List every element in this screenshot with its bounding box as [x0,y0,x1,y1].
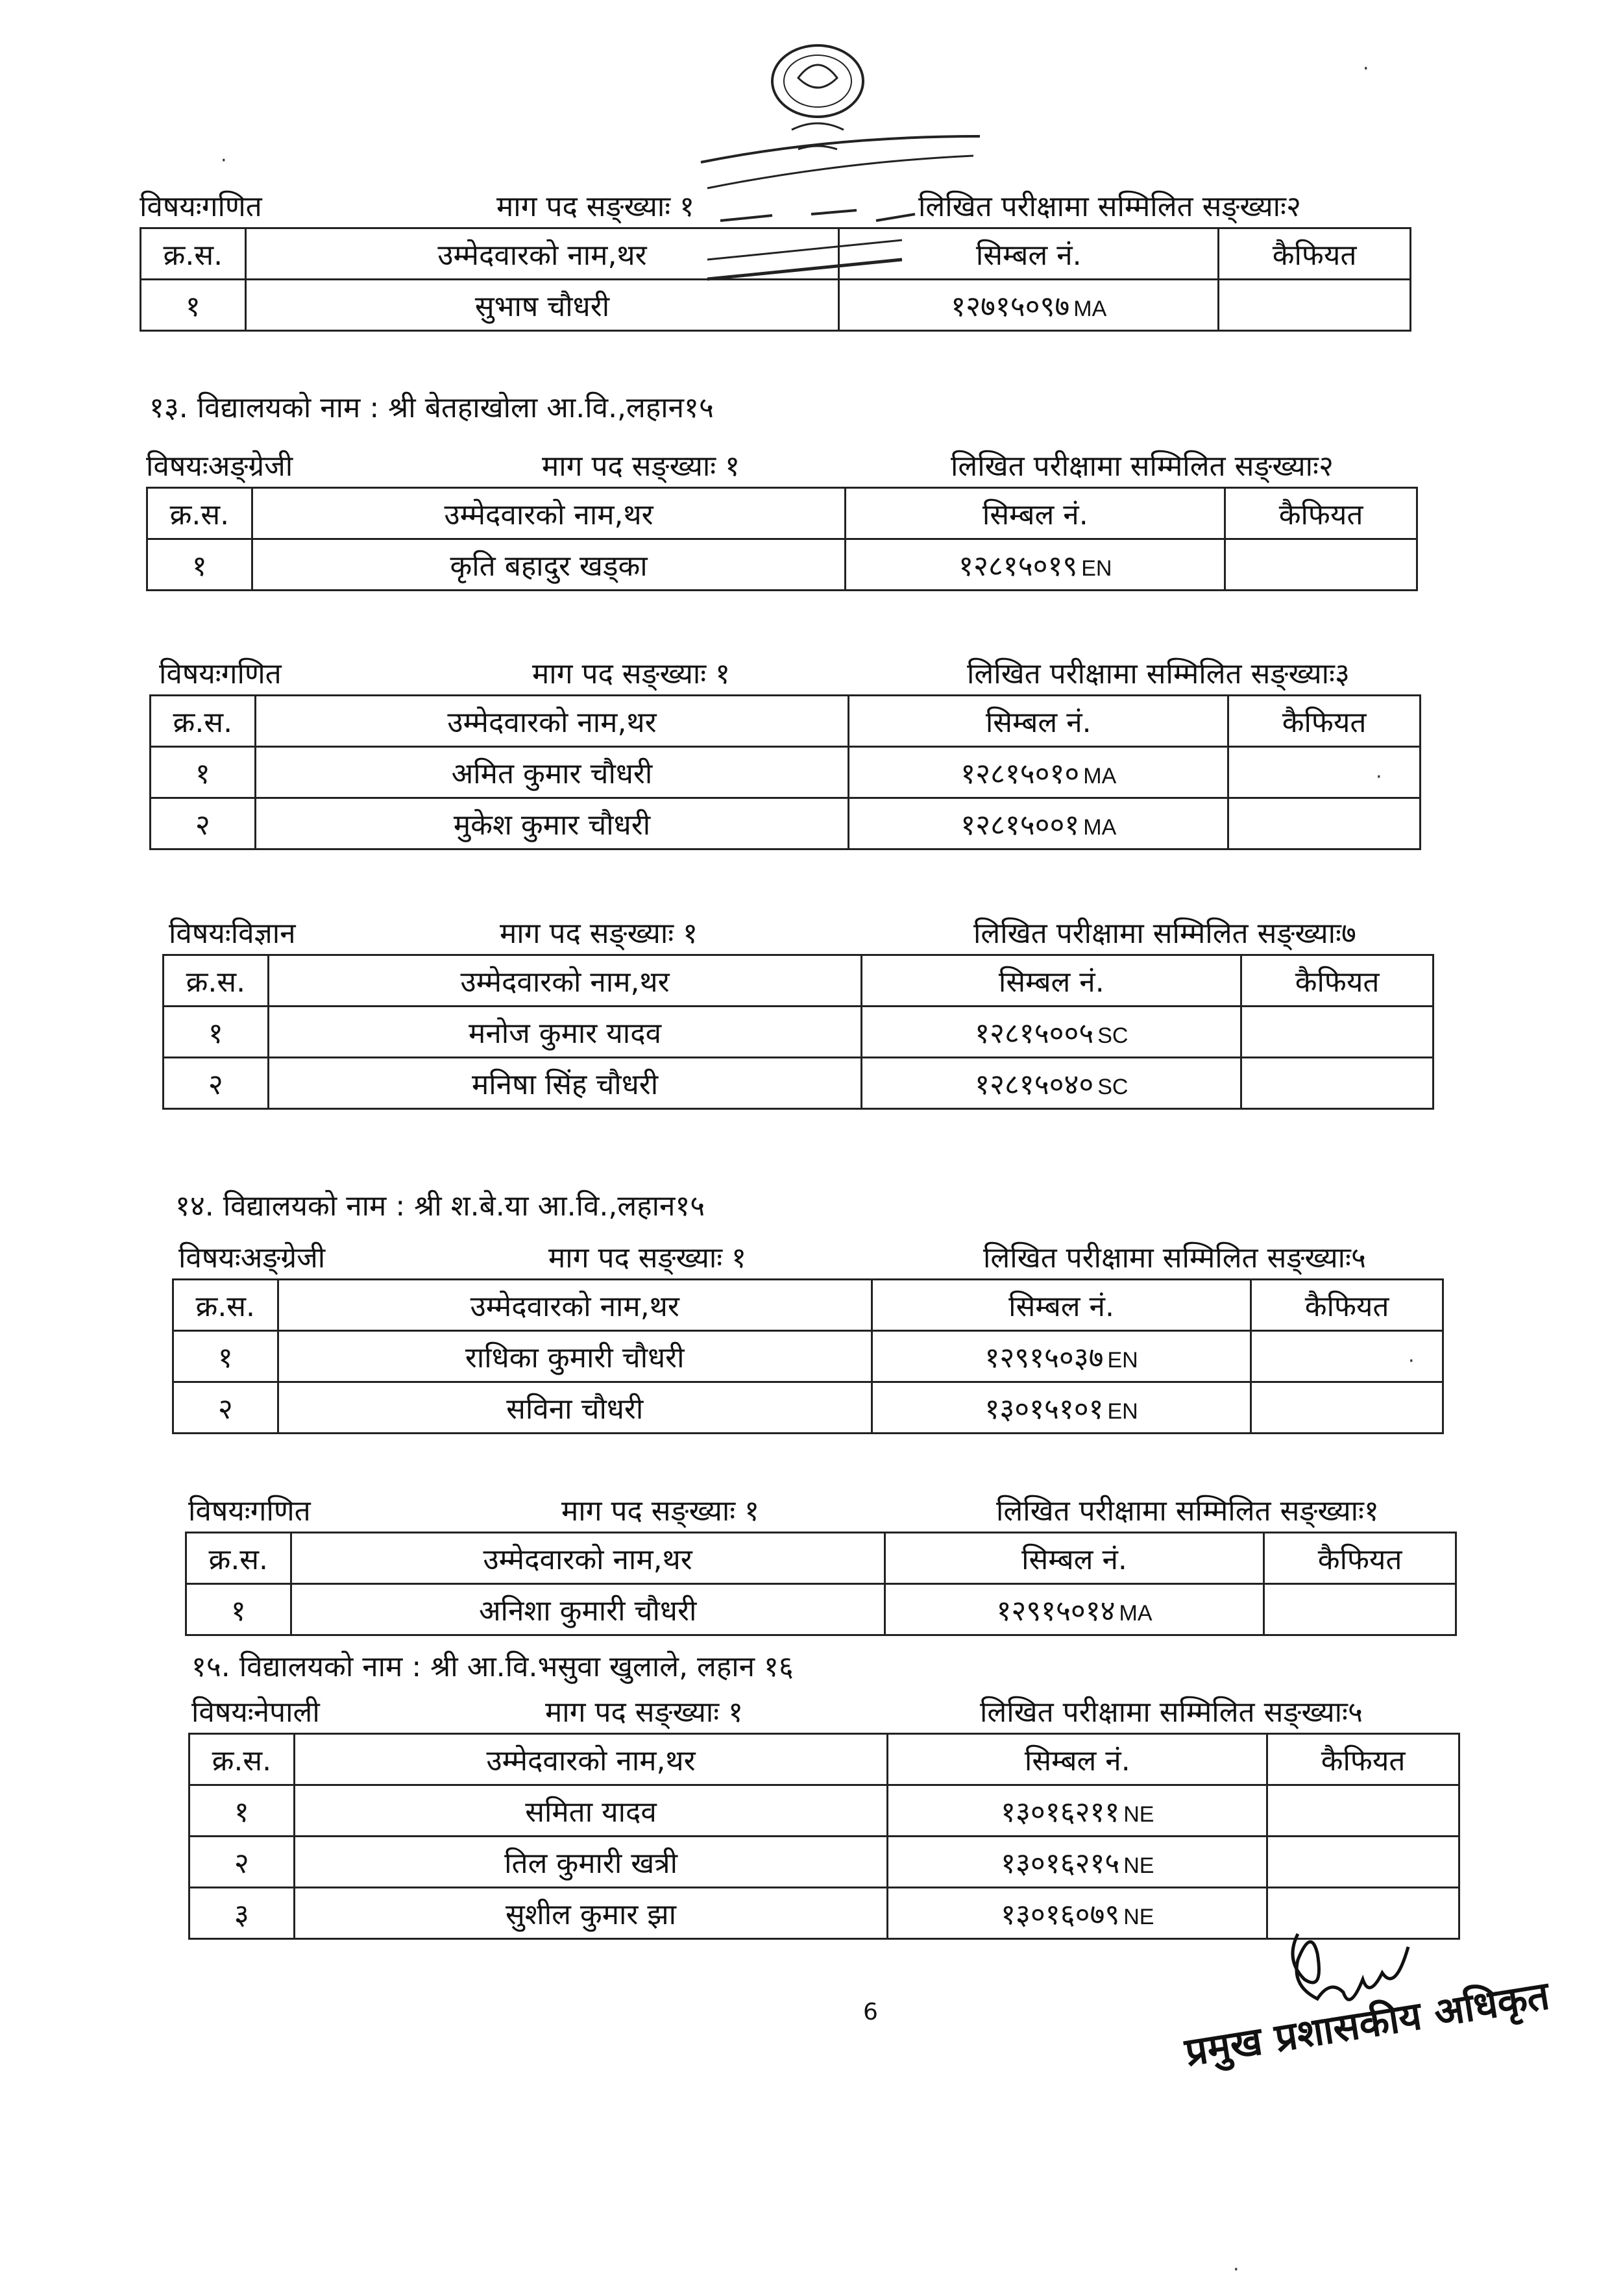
school-title: १४. विद्यालयको नाम : श्री श.बे.या आ.वि.,लहान१५ [175,1190,705,1223]
sn-cell: १ [173,1331,278,1382]
col-symbol-header: सिम्बल नं. [849,696,1228,747]
subject-code: NE [1123,1853,1154,1878]
col-symbol-header: सिम्बल नं. [862,955,1241,1007]
symbol-number: १३०१६०७९ [1001,1898,1120,1931]
table-row [173,1331,1443,1382]
table-row [164,1058,1434,1109]
col-name-header: उम्मेदवारको नाम,थर [291,1533,885,1584]
remarks-cell [1241,1007,1434,1058]
symbol-cell [888,1888,1267,1939]
school-heading [175,1188,1084,1227]
scan-mark: · [1376,766,1382,788]
symbol-cell [849,747,1228,798]
table-header-row [173,1280,1443,1331]
col-name-header: उम्मेदवारको नाम,थर [268,955,862,1007]
scan-mark: . [1363,52,1369,75]
section-7 [188,1687,1460,1940]
exam-count: २ [1286,190,1301,223]
col-sn-header: क्र.स. [141,228,246,280]
symbol-number: १२८१५००१ [960,809,1080,842]
col-symbol-header: सिम्बल नं. [885,1533,1264,1584]
name-cell: सविना चौधरी [278,1382,872,1434]
col-name-header: उम्मेदवारको नाम,थर [294,1734,888,1785]
exam-label: लिखित परीक्षामा सम्मिलित सङ्ख्याः [973,917,1341,950]
subject-code: EN [1081,556,1112,581]
table-header-row [186,1533,1456,1584]
exam-label: लिखित परीक्षामा सम्मिलित सङ्ख्याः [967,657,1335,690]
sn-cell: १ [164,1007,269,1058]
sn-cell: २ [151,798,256,849]
subject-label: विषयःअङ्ग्रेजी [178,1241,326,1275]
table-header-row [147,488,1417,539]
col-sn-header: क्र.स. [173,1280,278,1331]
col-sn-header: क्र.स. [147,488,252,539]
symbol-number: १२७१५०९७ [951,290,1070,323]
exam-count: ७ [1341,917,1356,950]
scan-mark: · [221,149,227,172]
col-name-header: उम्मेदवारको नाम,थर [245,228,839,280]
subject-label: विषयःअङ्ग्रेजी [146,450,293,483]
section-5 [172,1233,1444,1434]
school-heading [149,389,1058,428]
col-remarks-header: कैफियत [1251,1280,1443,1331]
exam-label: लिखित परीक्षामा सम्मिलित सङ्ख्याः [980,1696,1348,1729]
section-2 [146,441,1418,591]
subject-label: विषयःगणित [159,657,282,690]
candidate-table [172,1278,1444,1434]
remarks-cell [1251,1382,1443,1434]
remarks-cell [1267,1837,1459,1888]
scan-mark: · [1408,1350,1415,1373]
candidate-table [146,487,1418,591]
demand-count: १ [725,450,740,483]
section-4 [162,909,1434,1110]
demand-count: १ [715,657,731,690]
name-cell: अमित कुमार चौधरी [255,747,849,798]
sn-cell: २ [164,1058,269,1109]
school-title: १३. विद्यालयको नाम : श्री बेतहाखोला आ.वि.,लहान१५ [149,391,714,424]
section-3 [149,649,1421,850]
symbol-cell [862,1058,1241,1109]
candidate-table [140,227,1411,332]
subject-label: विषयःविज्ञान [169,917,296,950]
demand-count: १ [679,190,695,223]
name-cell: अनिशा कुमारी चौधरी [291,1584,885,1635]
col-remarks-header: कैफियत [1219,228,1411,280]
subject-code: MA [1083,764,1117,788]
exam-label: लिखित परीक्षामा सम्मिलित सङ्ख्याः [983,1241,1351,1275]
col-sn-header: क्र.स. [151,696,256,747]
symbol-number: १२८१५०१९ [958,550,1078,583]
remarks-cell [1228,747,1421,798]
col-remarks-header: कैफियत [1225,488,1417,539]
demand-count: १ [728,1696,744,1729]
sn-cell: ३ [189,1888,295,1939]
table-row [151,798,1421,849]
table-row [189,1785,1459,1837]
office-title: प्रमुख प्रशासकीय अधिकृत [1182,1973,1553,2076]
demand-label: माग पद सङ्ख्याः [500,917,674,950]
symbol-number: १३०१५१०१ [984,1393,1104,1426]
demand-label: माग पद सङ्ख्याः [545,1696,720,1729]
table-header-row [151,696,1421,747]
sn-cell: १ [186,1584,291,1635]
remarks-cell [1241,1058,1434,1109]
name-cell: कृति बहादुर खड्का [252,539,846,591]
demand-label: माग पद सङ्ख्याः [532,657,707,690]
exam-label: लिखित परीक्षामा सम्मिलित सङ्ख्याः [996,1495,1364,1528]
remarks-cell [1267,1785,1459,1837]
col-symbol-header: सिम्बल नं. [839,228,1219,280]
remarks-cell [1264,1584,1456,1635]
remarks-cell [1228,798,1421,849]
col-remarks-header: कैफियत [1264,1533,1456,1584]
candidate-table [162,954,1434,1110]
name-cell: सुभाष चौधरी [245,280,839,331]
table-row [141,280,1411,331]
exam-count: २ [1318,450,1334,483]
remarks-cell [1219,280,1411,331]
col-name-header: उम्मेदवारको नाम,थर [252,488,846,539]
table-row [186,1584,1456,1635]
symbol-cell [885,1584,1264,1635]
subject-code: MA [1073,297,1107,321]
col-remarks-header: कैफियत [1228,696,1421,747]
school-heading [191,1648,1100,1687]
table-row [147,539,1417,591]
table-header-row [189,1734,1459,1785]
sn-cell: १ [147,539,252,591]
col-sn-header: क्र.स. [186,1533,291,1584]
table-header-row [164,955,1434,1007]
subject-code: SC [1097,1023,1129,1048]
table-row [173,1382,1443,1434]
school-title: १५. विद्यालयको नाम : श्री आ.वि.भसुवा खुलाले, लहान १६ [191,1650,794,1683]
name-cell: मनोज कुमार यादव [268,1007,862,1058]
demand-label: माग पद सङ्ख्याः [542,450,716,483]
subject-code: EN [1107,1399,1138,1424]
exam-label: लिखित परीक्षामा सम्मिलित सङ्ख्याः [918,190,1286,223]
symbol-cell [846,539,1225,591]
name-cell: मुकेश कुमार चौधरी [255,798,849,849]
demand-count: १ [683,917,698,950]
col-symbol-header: सिम्बल नं. [872,1280,1251,1331]
subject-code: NE [1123,1802,1154,1827]
subject-code: SC [1097,1075,1129,1099]
subject-code: MA [1119,1601,1153,1626]
subject-label: विषयःगणित [140,190,262,223]
table-row [189,1837,1459,1888]
subject-label: विषयःनेपाली [191,1696,320,1729]
name-cell: तिल कुमारी खत्री [294,1837,888,1888]
page-number: 6 [863,1999,878,2025]
table-row [164,1007,1434,1058]
symbol-number: १३०१६२१५ [1001,1847,1120,1880]
symbol-cell [849,798,1228,849]
name-cell: मनिषा सिंह चौधरी [268,1058,862,1109]
subject-code: MA [1083,815,1117,840]
demand-count: १ [744,1495,760,1528]
candidate-table [188,1733,1460,1940]
sn-cell: १ [189,1785,295,1837]
remarks-cell [1225,539,1417,591]
scan-mark: · [1233,2258,1239,2281]
name-cell: राधिका कुमारी चौधरी [278,1331,872,1382]
demand-label: माग पद सङ्ख्याः [496,190,671,223]
sn-cell: २ [189,1837,295,1888]
name-cell: समिता यादव [294,1785,888,1837]
col-remarks-header: कैफियत [1267,1734,1459,1785]
col-symbol-header: सिम्बल नं. [846,488,1225,539]
demand-count: १ [731,1241,747,1275]
symbol-cell [872,1331,1251,1382]
col-symbol-header: सिम्बल नं. [888,1734,1267,1785]
section-6 [185,1486,1457,1636]
candidate-table [149,694,1421,850]
symbol-number: १२९१५०३७ [984,1341,1104,1374]
table-row [189,1888,1459,1939]
exam-count: १ [1363,1495,1379,1528]
subject-label: विषयःगणित [188,1495,311,1528]
symbol-number: १२९१५०१४ [996,1594,1116,1628]
exam-count: ५ [1347,1696,1363,1729]
symbol-cell [888,1837,1267,1888]
symbol-number: १३०१६२११ [1001,1796,1120,1829]
symbol-cell [862,1007,1241,1058]
col-sn-header: क्र.स. [189,1734,295,1785]
exam-count: ३ [1334,657,1350,690]
symbol-number: १२८१५०४० [975,1068,1094,1101]
candidate-table [185,1532,1457,1636]
section-1 [140,182,1411,332]
table-header-row [141,228,1411,280]
subject-code: EN [1107,1348,1138,1373]
sn-cell: १ [151,747,256,798]
symbol-number: १२८१५०१० [960,757,1080,790]
symbol-cell [888,1785,1267,1837]
demand-label: माग पद सङ्ख्याः [561,1495,736,1528]
demand-label: माग पद सङ्ख्याः [548,1241,723,1275]
name-cell: सुशील कुमार झा [294,1888,888,1939]
sn-cell: १ [141,280,246,331]
col-sn-header: क्र.स. [164,955,269,1007]
symbol-number: १२८१५००५ [975,1017,1094,1050]
symbol-cell [872,1382,1251,1434]
exam-count: ५ [1350,1241,1366,1275]
symbol-cell [839,280,1219,331]
exam-label: लिखित परीक्षामा सम्मिलित सङ्ख्याः [951,450,1319,483]
table-row [151,747,1421,798]
col-remarks-header: कैफियत [1241,955,1434,1007]
col-name-header: उम्मेदवारको नाम,थर [255,696,849,747]
col-name-header: उम्मेदवारको नाम,थर [278,1280,872,1331]
subject-code: NE [1123,1905,1154,1929]
sn-cell: २ [173,1382,278,1434]
